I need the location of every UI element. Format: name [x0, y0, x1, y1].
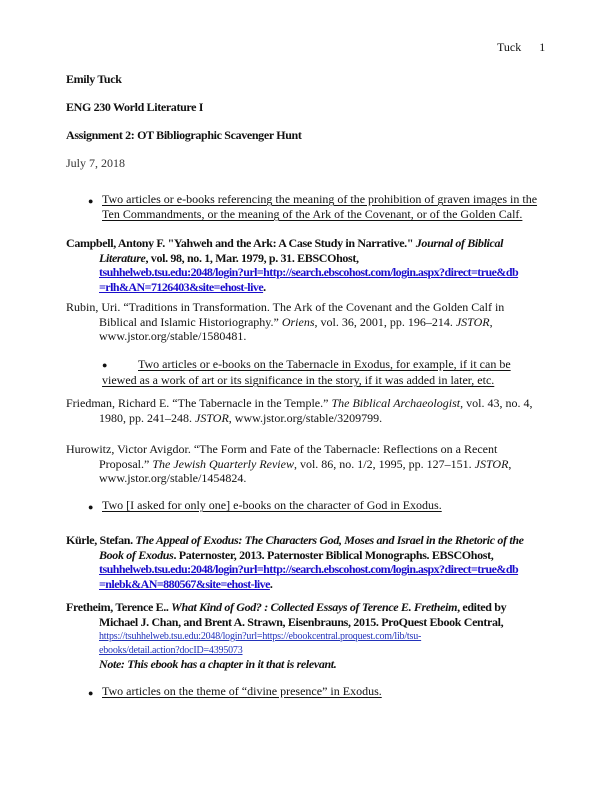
citation-author: Rubin, Uri. “Traditions in Transformation. The Ark of the Covenant and the Golden Calf in [66, 300, 505, 314]
citation-note: Note: This ebook has a chapter in it that is relevant. [99, 657, 337, 671]
citation-details: , vol. 86, no. 1/2, 1995, pp. 127–151. [293, 456, 475, 471]
citation-end: . [269, 576, 273, 591]
citation-rubin [66, 300, 546, 344]
citation-container-cont: Literature [99, 250, 146, 265]
citation-container: The Jewish Quarterly Review [152, 456, 294, 471]
citation-link-cont[interactable]: ebooks/detail.action?docID=4395073 [99, 645, 243, 656]
citation-url: , www.jstor.org/stable/3209799. [228, 410, 383, 425]
bullet-icon: ● [88, 502, 94, 512]
running-head-name: Tuck [497, 40, 522, 54]
citation-url: www.jstor.org/stable/1580481. [99, 329, 247, 343]
citation-details-cont: Michael J. Chan, and Brent A. Strawn, Eisenbrauns, 2015. ProQuest Ebook Central, [99, 614, 504, 629]
citation-fretheim [66, 600, 546, 672]
citation-title-cont: Proposal.” [99, 456, 153, 471]
date: July 7, 2018 [66, 156, 126, 170]
citation-database: JSTOR [195, 410, 229, 425]
citation-hurowitz [66, 442, 546, 486]
bullet-icon: ● [88, 196, 94, 206]
prompt-2 [102, 357, 511, 388]
page-number: 1 [539, 40, 546, 54]
citation-author: Hurowitz, Victor Avigdor. “The Form and Fate of the Tabernacle: Reflections on a Recent [66, 442, 498, 456]
citation-title-cont: Book of Exodus [99, 547, 174, 562]
citation-container: Journal of Biblical [415, 236, 504, 250]
citation-details-cont: 1980, pp. 241–248. [99, 410, 195, 425]
citation-kurle [66, 533, 546, 591]
citation-link-cont[interactable]: =rlh&AN=7126403&site=ehost-live [99, 279, 264, 294]
author-name: Emily Tuck [66, 72, 122, 86]
citation-details: , vol. 36, 2001, pp. 196–214. [314, 314, 456, 329]
citation-author: Campbell, Antony F. "Yahweh and the Ark: A Case Study in Narrative." [66, 236, 416, 250]
prompt-bullet-4 [88, 685, 93, 700]
citation-author: Fretheim, Terence E.. [66, 600, 172, 614]
running-head [497, 40, 545, 55]
citation-link[interactable]: tsuhhelweb.tsu.edu:2048/login?url=http://search.ebscohost.com/login.aspx?direct=true&db [99, 265, 519, 279]
course-name: ENG 230 World Literature I [66, 100, 204, 114]
citation-author: Kürle, Stefan. [66, 533, 136, 547]
citation-url: www.jstor.org/stable/1454824. [99, 471, 247, 485]
prompt-1 [102, 192, 537, 222]
citation-database: JSTOR [455, 314, 490, 329]
citation-container: Oriens [281, 314, 315, 329]
citation-end: . [263, 279, 266, 294]
prompt-2-line-1: Two articles or e-books on the Tabernacle in Exodus, for example, if it can be [138, 357, 511, 371]
citation-punct: , [489, 314, 493, 329]
citation-details: , vol. 43, no. 4, [460, 396, 533, 410]
citation-details: , edited by [457, 600, 507, 614]
prompt-3: Two [I asked for only one] e-books on the character of God in Exodus. [102, 498, 442, 512]
assignment-title: Assignment 2: OT Bibliographic Scavenger Hunt [66, 128, 302, 142]
citation-campbell [66, 236, 546, 294]
prompt-bullet-1 [88, 193, 93, 208]
citation-container: The Biblical Archaeologist [331, 396, 461, 410]
citation-link[interactable]: tsuhhelweb.tsu.edu:2048/login?url=http://search.ebscohost.com/login.aspx?direct=true&db [99, 562, 519, 576]
citation-link[interactable]: https://tsuhhelweb.tsu.edu:2048/login?url=https://ebookcentral.proquest.com/lib/tsu- [99, 631, 422, 642]
citation-title-cont: Biblical and Islamic Historiography.” [99, 314, 282, 329]
prompt-2-line-2: viewed as a work of art or its significance in the story, if it was added in later, etc. [102, 373, 495, 387]
prompt-1-line-2: Ten Commandments, or the meaning of the Ark of the Covenant, or of the Golden Calf. [102, 207, 523, 221]
bullet-icon: ● [88, 688, 94, 698]
prompt-bullet-3 [88, 499, 93, 514]
bullet-icon: ● [102, 360, 108, 370]
prompt-4: Two articles on the theme of “divine presence” in Exodus. [102, 684, 382, 698]
citation-details: . Paternoster, 2013. Paternoster Biblical Monographs. EBSCOhost, [173, 547, 494, 562]
citation-link-cont[interactable]: =nlebk&AN=880567&site=ehost-live [99, 576, 270, 591]
citation-friedman [66, 396, 546, 425]
citation-title: The Appeal of Exodus: The Characters God, Moses and Israel in the Rhetoric of the [135, 533, 524, 547]
citation-author: Friedman, Richard E. “The Tabernacle in the Temple.” [66, 396, 332, 410]
citation-punct: , [508, 456, 512, 471]
citation-title: What Kind of God? : Collected Essays of Terence E. Fretheim [171, 600, 458, 614]
citation-database: JSTOR [474, 456, 509, 471]
prompt-1-line-1: Two articles or e-books referencing the meaning of the prohibition of graven images in the [102, 192, 538, 206]
citation-details: , vol. 98, no. 1, Mar. 1979, p. 31. EBSCOhost, [145, 250, 359, 265]
